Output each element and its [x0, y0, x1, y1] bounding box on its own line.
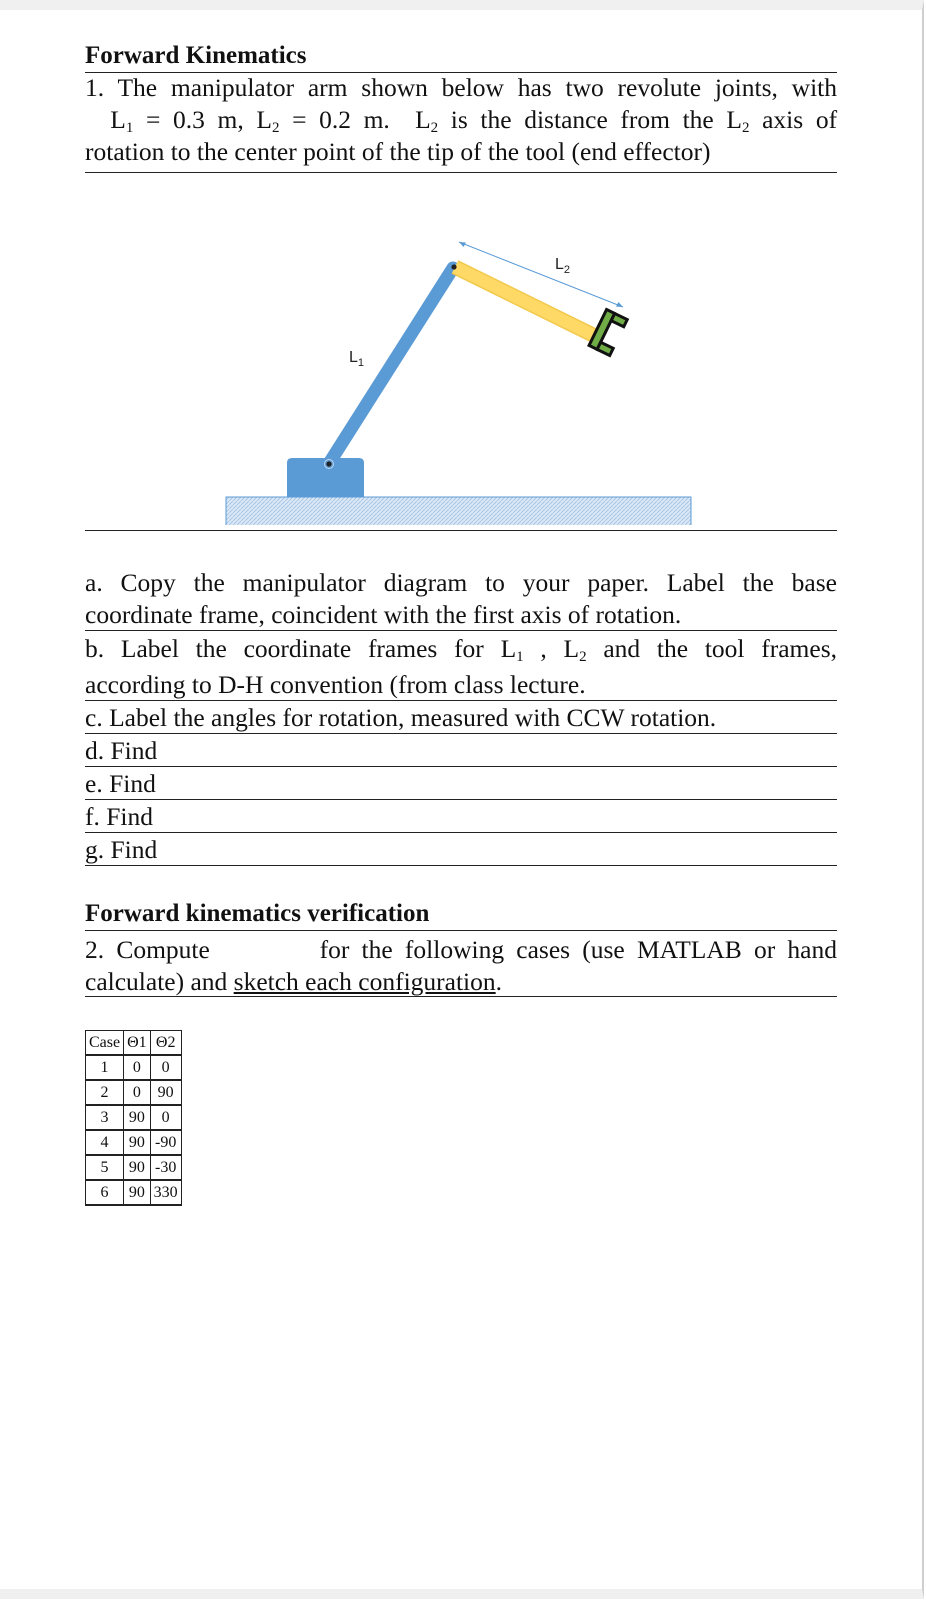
divider — [85, 865, 837, 866]
problem-1-line-1: 1. The manipulator arm shown below has two revolute joints, with — [85, 73, 837, 102]
link-2 — [455, 267, 597, 337]
task-b — [85, 633, 837, 701]
label-l1: $L_1$ — [349, 349, 365, 369]
task-g: g. Find — [85, 835, 158, 864]
divider — [85, 700, 837, 701]
table-row: 6 90 330 — [86, 1180, 182, 1205]
divider — [85, 766, 837, 767]
joint-1-dot — [326, 461, 331, 466]
divider — [85, 172, 837, 173]
problem-1-text — [85, 72, 837, 168]
joint-2-dot — [451, 264, 456, 269]
task-a-line-1: a. Copy the manipulator diagram to your paper. Label the base — [85, 568, 837, 597]
header-case: Case — [86, 1031, 124, 1056]
problem-2-line-2: calculate) and sketch each configuration. — [85, 967, 503, 996]
link-1 — [328, 268, 453, 465]
ground-platform — [226, 497, 691, 525]
section-title-verification: Forward kinematics verification — [85, 898, 837, 931]
problem-2-text — [85, 934, 837, 998]
divider — [85, 832, 837, 833]
header-theta1: Θ1 — [124, 1031, 151, 1056]
task-c: c. Label the angles for rotation, measured with CCW rotation. — [85, 703, 717, 732]
problem-2-line-1: 2. Compute for the following cases (use MATLAB or hand — [85, 935, 838, 964]
cases-table — [85, 1030, 182, 1206]
table-header-row — [86, 1031, 182, 1056]
table-row: 2 0 90 — [86, 1080, 182, 1105]
task-a-line-2: coordinate frame, coincident with the first axis of rotation. — [85, 600, 682, 629]
task-b-line-1: b. Label the coordinate frames for $L_1$ , $L_2$ and the tool frames, — [85, 634, 837, 665]
task-f: f. Find — [85, 802, 154, 831]
table-row: 4 90 -90 — [86, 1130, 182, 1155]
gripper — [589, 310, 627, 356]
table-row: 3 90 0 — [86, 1105, 182, 1130]
manipulator-diagram — [85, 225, 837, 525]
task-a — [85, 567, 837, 631]
header-theta2: Θ2 — [150, 1031, 181, 1056]
section-title-forward-kinematics: Forward Kinematics — [85, 40, 837, 73]
divider — [85, 630, 837, 631]
table-row: 1 0 0 — [86, 1055, 182, 1080]
divider — [85, 996, 837, 997]
divider — [85, 799, 837, 800]
label-l2: $L_2$ — [555, 256, 571, 276]
task-d: d. Find — [85, 736, 158, 765]
problem-1-line-3: rotation to the center point of the tip of the tool (end effector) — [85, 137, 711, 166]
problem-1-line-2: $L_1 = 0.3$ m, $L_2 = 0.2$ m. $L_2$ is the distance from the $L_2$ axis of — [110, 105, 838, 136]
task-e: e. Find — [85, 769, 156, 798]
task-b-line-2: according to D-H convention (from class lecture. — [85, 670, 586, 699]
divider — [85, 733, 837, 734]
divider — [85, 530, 837, 531]
table-row: 5 90 -30 — [86, 1155, 182, 1180]
